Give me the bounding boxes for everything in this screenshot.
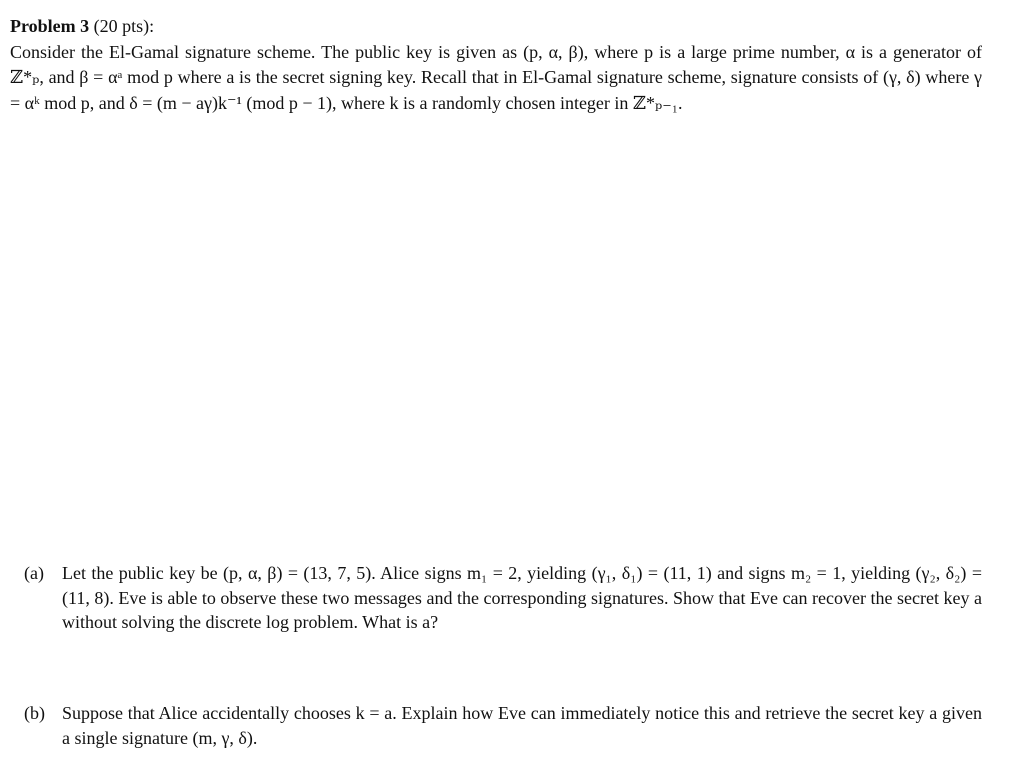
part-a: [24, 561, 982, 635]
part-a-text: Let the public key be (p, α, β) = (13, 7, 5). Alice signs m₁ = 2, yielding (γ₁, δ₁) = (11, 1) and signs m₂ = 1, yielding (γ₂, δ₂) = (11, 8). Eve is able to observe these two messages and the corresponding signatures. Show that Eve can recover the secret key a without solving the discrete log problem. What is a?: [62, 563, 982, 632]
problem-title-bold: Problem 3: [10, 16, 90, 36]
part-b-text: Suppose that Alice accidentally chooses k = a. Explain how Eve can immediately notice this and retrieve the secret key a given a single signature (m, γ, δ).: [62, 703, 982, 748]
problem-statement: [10, 14, 982, 116]
problem-points: (20 pts):: [89, 16, 155, 36]
part-a-label: (a): [24, 563, 44, 583]
part-b: [24, 701, 982, 750]
problem-intro: Consider the El-Gamal signature scheme. The public key is given as (p, α, β), where p is a large prime number, α is a generator of ℤ*ₚ, and β = αᵃ mod p where a is the secret signing key. Recall that in El-Gamal signature scheme, signature consists of (γ, δ) where γ = αᵏ mod p, and δ = (m − aγ)k⁻¹ (mod p − 1), where k is a randomly chosen integer in ℤ*ₚ₋₁.: [10, 41, 982, 113]
problem-title: [10, 14, 982, 40]
part-b-label: (b): [24, 703, 45, 723]
